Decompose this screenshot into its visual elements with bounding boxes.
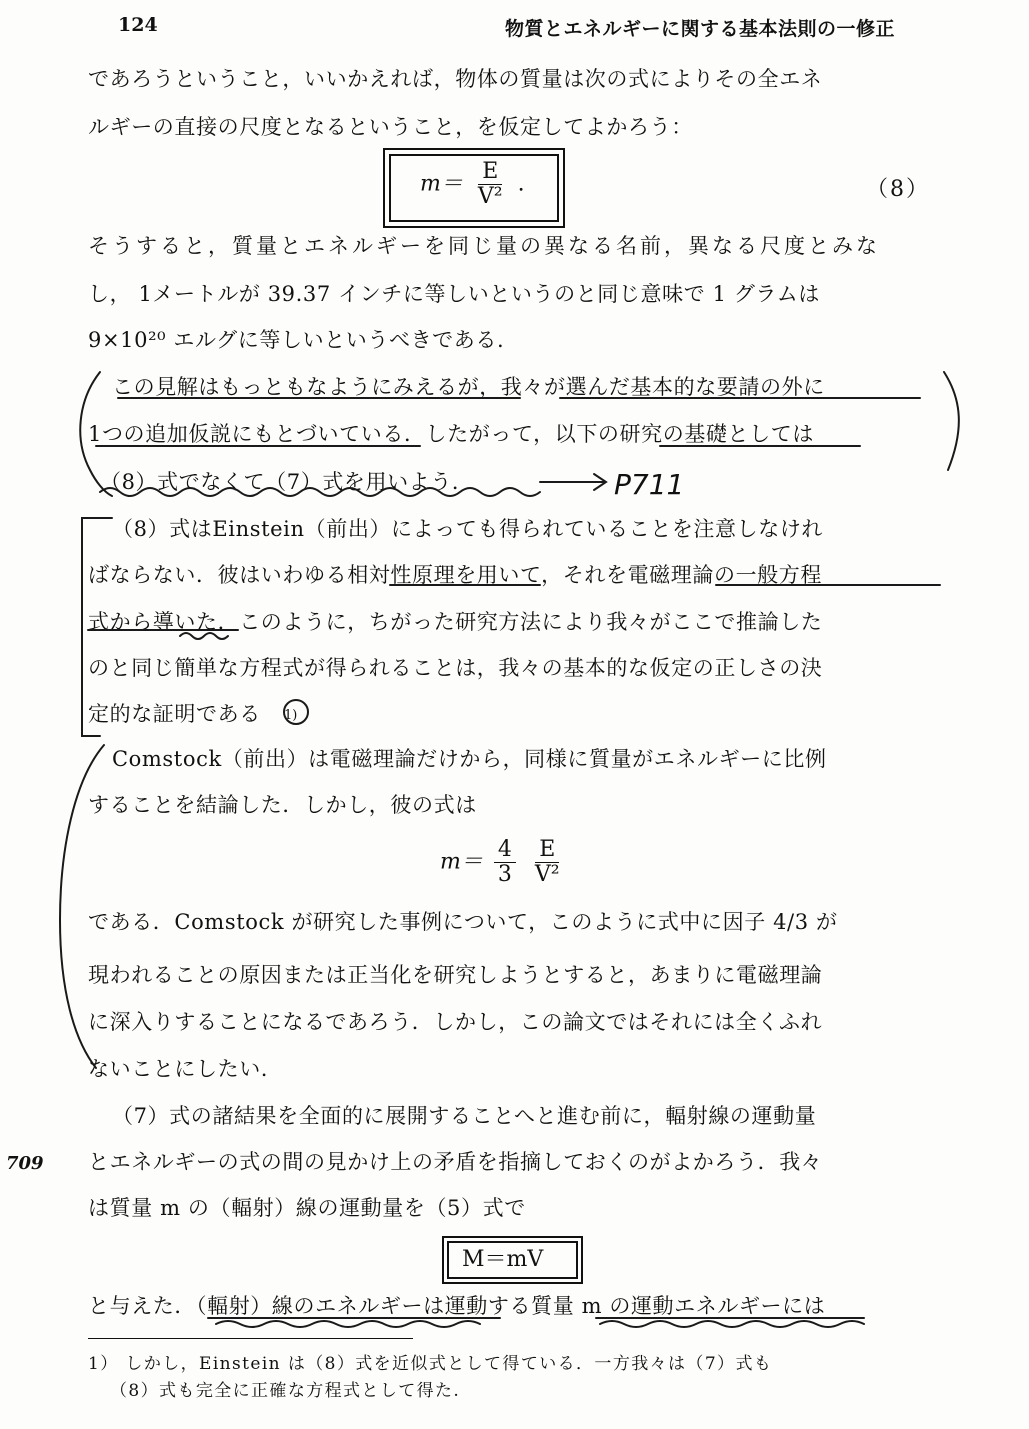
text-line: （8）式はEinstein（前出）によっても得られていることを注意しなけれ <box>112 517 824 541</box>
equation-5: M＝mV <box>462 1247 544 1272</box>
text-line: し， 1メートルが 39.37 インチに等しいというのと同じ意味で 1 グラムは <box>88 282 821 306</box>
denominator: V² <box>534 862 560 887</box>
text-line: 1つの追加仮説にもとづいている．したがって，以下の研究の基礎としては <box>88 422 814 446</box>
footnote-ref: 1) <box>284 708 298 723</box>
text-line: であろうということ，いいかえれば，物体の質量は次の式によりその全エネ <box>88 67 823 91</box>
footnote-rule <box>88 1338 413 1339</box>
page-number: 124 <box>118 14 158 36</box>
text-line: と与えた．（輻射）線のエネルギーは運動する質量 m の運動エネルギーには <box>88 1294 826 1318</box>
equation-comstock <box>440 838 568 887</box>
text-line: ばならない．彼はいわゆる相対性原理を用いて，それを電磁理論の一般方程 <box>88 563 822 587</box>
text-line: ないことにしたい. <box>88 1057 269 1081</box>
handwritten-note: P711 <box>614 468 685 501</box>
text-line: は質量 m の（輻射）線の運動量を（5）式で <box>88 1196 526 1220</box>
text-line: そうすると，質量とエネルギーを同じ量の異なる名前，異なる尺度とみな <box>88 234 880 258</box>
equation-label: （8） <box>866 177 930 202</box>
footnote-line: （8）式も完全に正確な方程式として得た. <box>110 1381 461 1401</box>
numerator: E <box>478 160 502 185</box>
text-line: に深入りすることになるであろう．しかし，この論文ではそれには全くふれ <box>88 1010 823 1034</box>
margin-page-number: 709 <box>6 1153 44 1174</box>
eq-period: . <box>517 171 525 197</box>
text-line: （8）式でなくて（7）式を用いよう． <box>100 470 474 494</box>
text-line: とエネルギーの式の間の見かけ上の矛盾を指摘しておくのがよかろう．我々 <box>88 1150 823 1174</box>
text-line: することを結論した．しかし，彼の式は <box>88 793 477 817</box>
fraction <box>494 838 516 887</box>
running-title: 物質とエネルギーに関する基本法則の一修正 <box>505 18 896 40</box>
eq-lhs: m＝ <box>420 171 463 197</box>
footnote-line: 1） しかし，Einstein は（8）式を近似式として得ている．一方我々は（7）式も <box>88 1354 773 1374</box>
margin-bracket <box>944 372 959 470</box>
equation-8 <box>420 160 525 209</box>
text-line: この見解はもっともなようにみえるが，我々が選んだ基本的な要請の外に <box>112 375 825 399</box>
text-line: 9×10²⁰ エルグに等しいというべきである. <box>88 328 505 352</box>
text-line: 式から導いた．このように，ちがった研究方法により我々がここで推論した <box>88 610 823 634</box>
eq-lhs: m＝ <box>440 849 483 875</box>
text-line: （7）式の諸結果を全面的に展開することへと進む前に，輻射線の運動量 <box>112 1104 817 1128</box>
fraction <box>474 160 507 209</box>
text-line: である．Comstock が研究した事例について，このように式中に因子 4/3 が <box>88 910 838 934</box>
denominator: V² <box>477 184 503 209</box>
fraction <box>531 838 564 887</box>
text-line: 現われることの原因または正当化を研究しようとすると，あまりに電磁理論 <box>88 963 823 987</box>
numerator: E <box>535 838 559 863</box>
text-line: のと同じ簡単な方程式が得られることは，我々の基本的な仮定の正しさの決 <box>88 656 823 680</box>
arrow <box>594 474 606 490</box>
denominator: 3 <box>497 862 512 887</box>
text-line: Comstock（前出）は電磁理論だけから，同様に質量がエネルギーに比例 <box>112 747 827 771</box>
text-line: 定的な証明である <box>88 702 261 726</box>
text-line: ルギーの直接の尺度となるということ，を仮定してよかろう： <box>88 115 693 139</box>
numerator: 4 <box>494 838 516 863</box>
